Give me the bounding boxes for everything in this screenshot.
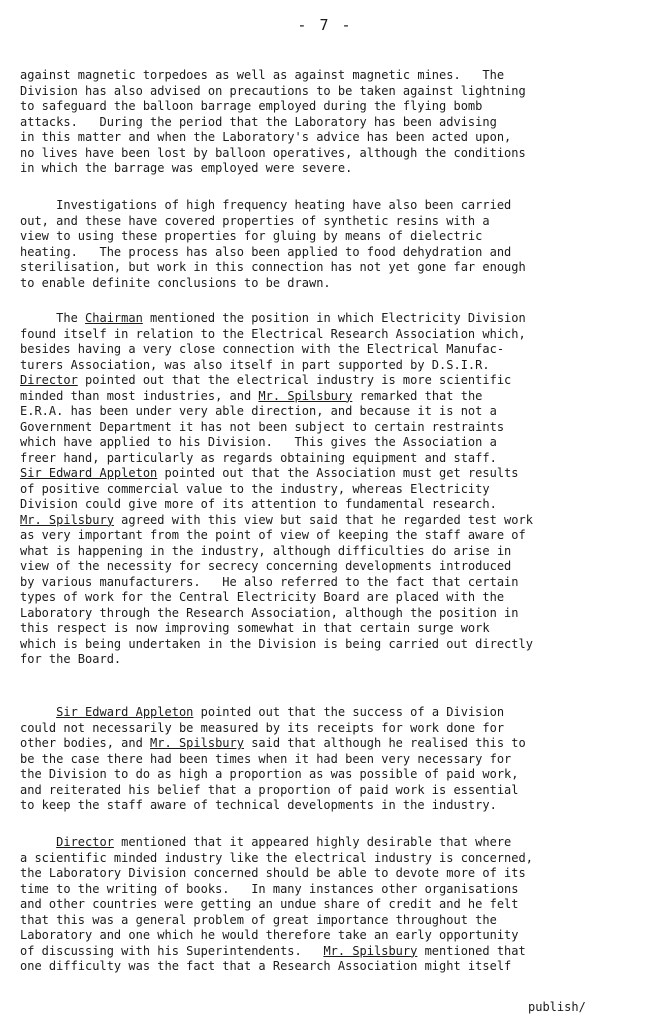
text-line: of discussing with his Superintendents. Mr. Spilsbury mentioned that: [20, 943, 526, 958]
text-line: time to the writing of books. In many instances other organisations: [20, 881, 519, 896]
text-line: other bodies, and Mr. Spilsbury said that although he realised this to: [20, 736, 526, 750]
underlined-name: Director: [20, 373, 78, 387]
text-line: Investigations of high frequency heating have also been carried: [20, 198, 512, 212]
text-line: Division has also advised on precautions to be taken against lightning: [20, 83, 526, 98]
text-line: attacks. During the period that the Laboratory has been advising: [20, 114, 497, 129]
text-line: types of work for the Central Electricity Board are placed with the: [20, 590, 505, 604]
page-number: - 7 -: [297, 16, 353, 34]
text-line: Government Department it has not been subject to certain restraints: [20, 419, 505, 434]
text-line: sterilisation, but work in this connection has not yet gone far enough: [20, 260, 526, 274]
text-line: Division could give more of its attention to fundamental research.: [20, 497, 497, 511]
paragraph-5: [20, 835, 620, 975]
text-line: besides having a very close connection with the Electrical Manufac-: [20, 342, 505, 356]
text-line: this respect is now improving somewhat in that certain surge work: [20, 621, 490, 635]
text-line: Director pointed out that the electrical industry is more scientific: [20, 373, 512, 387]
text-line: E.R.A. has been under very able direction, and because it is not a: [20, 404, 497, 418]
text-line: out, and these have covered properties of synthetic resins with a: [20, 213, 490, 228]
text-line: which is being undertaken in the Division is being carried out directly: [20, 636, 533, 651]
text-line: Sir Edward Appleton pointed out that the success of a Division: [56, 705, 505, 719]
text-line: in this matter and when the Laboratory's advice has been acted upon,: [20, 130, 512, 144]
text-line: Sir Edward Appleton pointed out that the Association must get results: [20, 466, 519, 480]
underlined-name: Chairman: [85, 311, 143, 325]
text-line: the Laboratory Division concerned should be able to devote more of its: [20, 866, 526, 880]
text-line: for the Board.: [20, 652, 122, 666]
text-line: of positive commercial value to the industry, whereas Electricity: [20, 481, 490, 496]
underlined-name: Mr. Spilsbury: [258, 388, 353, 403]
catchword: publish/: [528, 1000, 586, 1014]
underlined-name: Sir Edward Appleton: [56, 705, 194, 719]
text-line: in which the barrage was employed were severe.: [20, 161, 353, 175]
underlined-name: Mr. Spilsbury: [20, 512, 114, 527]
text-line: found itself in relation to the Electrical Research Association which,: [20, 326, 526, 341]
text-line: minded than most industries, and Mr. Spilsbury remarked that the: [20, 388, 483, 403]
text-line: no lives have been lost by balloon operatives, although the conditions: [20, 145, 526, 160]
text-line: Laboratory and one which he would therefore take an early opportunity: [20, 928, 519, 942]
text-line: one difficulty was the fact that a Research Association might itself: [20, 959, 512, 973]
text-line: view to using these properties for gluing by means of dielectric: [20, 229, 483, 243]
text-line: Laboratory through the Research Association, although the position in: [20, 605, 519, 620]
underlined-name: Mr. Spilsbury: [150, 736, 244, 750]
text-line: be the case there had been times when it had been very necessary for: [20, 751, 512, 766]
text-line: Director mentioned that it appeared highly desirable that where: [56, 835, 512, 849]
text-line: and reiterated his belief that a proportion of paid work is essential: [20, 782, 519, 797]
text-line: turers Association, was also itself in part supported by D.S.I.R.: [20, 357, 490, 372]
paragraph-2: [20, 198, 620, 291]
text-line: what is happening in the industry, although difficulties do arise in: [20, 543, 512, 558]
paragraph-3: [20, 311, 620, 668]
text-line: against magnetic torpedoes as well as against magnetic mines. The: [20, 68, 505, 82]
text-line: view of the necessity for secrecy concerning developments introduced: [20, 559, 512, 573]
text-line: which have applied to his Division. This gives the Association a: [20, 435, 497, 449]
text-line: the Division to do as high a proportion as was possible of paid work,: [20, 767, 519, 781]
text-line: freer hand, particularly as regards obtaining equipment and staff.: [20, 450, 497, 465]
text-line: to safeguard the balloon barrage employed during the flying bomb: [20, 99, 483, 113]
text-line: that this was a general problem of great importance throughout the: [20, 912, 497, 927]
text-line: a scientific minded industry like the electrical industry is concerned,: [20, 850, 533, 865]
paragraph-4: [20, 705, 620, 814]
text-line: to enable definite conclusions to be drawn.: [20, 275, 331, 290]
text-line: The Chairman mentioned the position in which Electricity Division: [20, 311, 526, 325]
text-line: as very important from the point of view of keeping the staff aware of: [20, 528, 526, 542]
text-line: Mr. Spilsbury agreed with this view but said that he regarded test work: [20, 512, 533, 527]
paragraph-1: [20, 68, 620, 177]
underlined-name: Mr. Spilsbury: [323, 943, 418, 958]
underlined-name: Sir Edward Appleton: [20, 466, 158, 480]
text-line: could not necessarily be measured by its receipts for work done for: [20, 720, 505, 735]
text-line: heating. The process has also been applied to food dehydration and: [20, 244, 512, 259]
text-line: to keep the staff aware of technical developments in the industry.: [20, 798, 497, 812]
underlined-name: Director: [56, 835, 114, 849]
text-line: by various manufacturers. He also referred to the fact that certain: [20, 574, 519, 589]
text-line: and other countries were getting an undue share of credit and he felt: [20, 897, 519, 911]
